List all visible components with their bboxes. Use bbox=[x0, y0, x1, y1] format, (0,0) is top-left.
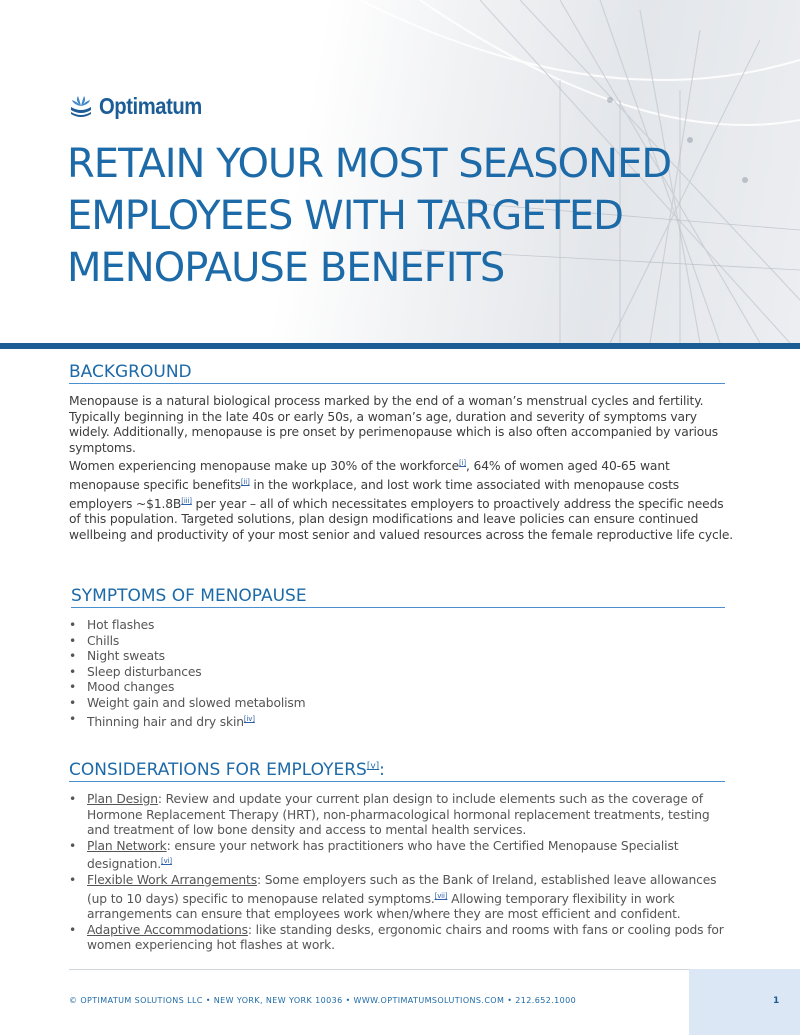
consideration-term: Adaptive Accommodations bbox=[87, 922, 248, 937]
bullet-icon: • bbox=[69, 680, 77, 695]
footnote-link[interactable]: [vi] bbox=[161, 857, 172, 866]
bullet-icon: • bbox=[69, 711, 77, 726]
footnote-link[interactable]: [ii] bbox=[240, 477, 250, 486]
list-item bbox=[69, 618, 729, 634]
list-item-text: Night sweats bbox=[87, 649, 165, 664]
page-number: 1 bbox=[773, 996, 780, 1006]
list-item bbox=[69, 792, 729, 839]
list-item bbox=[69, 873, 729, 923]
consideration-text: : Review and update your current plan design to include elements such as the coverage of Hormone Replacement Therapy (HRT), non-pharmacological hormonal replacement treatments, testing and treatment of low bone density and access to mental health services. bbox=[87, 792, 710, 838]
title-line: EMPLOYEES WITH TARGETED bbox=[67, 193, 623, 239]
section-heading-background: BACKGROUND bbox=[69, 362, 725, 384]
consideration-term: Flexible Work Arrangements bbox=[87, 872, 257, 887]
heading-text: : bbox=[379, 760, 385, 780]
list-item bbox=[69, 649, 729, 665]
list-item-text: Thinning hair and dry skin bbox=[87, 714, 244, 729]
footer-contact: © OPTIMATUM SOLUTIONS LLC • NEW YORK, NEW YORK 10036 • WWW.OPTIMATUMSOLUTIONS.COM • 212.652.1000 bbox=[69, 996, 577, 1005]
footer-divider bbox=[69, 969, 689, 970]
bullet-icon: • bbox=[69, 633, 77, 648]
consideration-text: : like standing desks, ergonomic chairs and rooms with fans or cooling pods for women experiencing hot flashes at work. bbox=[87, 922, 724, 953]
footnote-link[interactable]: [v] bbox=[366, 761, 380, 772]
title-line: RETAIN YOUR MOST SEASONED bbox=[67, 141, 672, 187]
header-divider bbox=[0, 343, 800, 349]
list-item bbox=[69, 665, 729, 681]
background-text bbox=[69, 394, 734, 543]
text-run: , 64% of women aged 40-65 want menopause specific benefits bbox=[69, 459, 670, 492]
bullet-icon: • bbox=[69, 922, 77, 937]
list-item-text: Chills bbox=[87, 633, 120, 648]
footnote-link[interactable]: [i] bbox=[459, 459, 467, 468]
footer-accent-box bbox=[689, 969, 800, 1035]
considerations-list bbox=[69, 792, 729, 954]
list-item-text: Sleep disturbances bbox=[87, 664, 202, 679]
page-title bbox=[67, 138, 767, 294]
background-paragraph bbox=[69, 456, 734, 543]
bullet-icon: • bbox=[69, 838, 77, 853]
list-item bbox=[69, 634, 729, 650]
bullet-icon: • bbox=[69, 872, 77, 887]
section-heading-symptoms: SYMPTOMS OF MENOPAUSE bbox=[71, 586, 725, 608]
list-item bbox=[69, 839, 729, 873]
bullet-icon: • bbox=[69, 664, 77, 679]
list-item bbox=[69, 712, 729, 731]
list-item-text: Mood changes bbox=[87, 680, 175, 695]
footnote-link[interactable]: [iv] bbox=[243, 714, 255, 723]
list-item-text: Hot flashes bbox=[87, 618, 155, 632]
text-run: in the workplace, and lost work time associated with menopause costs employers ~$1.8B bbox=[69, 477, 680, 511]
text-run: Women experiencing menopause make up 30% of the workforce bbox=[69, 459, 460, 474]
background-paragraph: Menopause is a natural biological process marked by the end of a woman’s menstrual cycles and fertility. Typically beginning in the late 40s or early 50s, a woman’s age, duration and severity of symptoms vary widely. Additionally, menopause is pre onset by perimenopause which is also often accompanied by various symptoms. bbox=[69, 394, 719, 455]
section-heading-considerations bbox=[69, 760, 725, 782]
bullet-icon: • bbox=[69, 792, 77, 806]
heading-text: CONSIDERATIONS FOR EMPLOYERS bbox=[69, 760, 367, 780]
consideration-text: Allowing temporary flexibility in work arrangements can ensure that employees work when/where they are most efficient and confident. bbox=[87, 891, 681, 922]
list-item-text: Weight gain and slowed metabolism bbox=[87, 695, 306, 710]
footnote-link[interactable]: [iii] bbox=[181, 496, 192, 505]
text-run: per year – all of which necessitates employers to proactively address the specific needs of this population. Targeted solutions, plan design modifications and leave policies can ensure continued wellbeing and productivity of your most senior and valued resources across the female reproductive life cycle. bbox=[69, 496, 734, 542]
list-item bbox=[69, 680, 729, 696]
title-line: MENOPAUSE BENEFITS bbox=[67, 245, 505, 291]
consideration-text: : ensure your network has practitioners who have the Certified Menopause Specialist designation. bbox=[87, 838, 679, 872]
list-item bbox=[69, 923, 729, 954]
consideration-term: Plan Design bbox=[87, 792, 158, 806]
symptoms-list bbox=[69, 618, 729, 730]
list-item bbox=[69, 696, 729, 712]
bullet-icon: • bbox=[69, 695, 77, 710]
optimatum-logo-icon bbox=[69, 94, 93, 118]
bullet-icon: • bbox=[69, 618, 77, 632]
brand-name: Optimatum bbox=[99, 92, 202, 119]
footnote-link[interactable]: [vii] bbox=[434, 891, 448, 900]
consideration-term: Plan Network bbox=[87, 838, 167, 853]
consideration-text: : Some employers such as the Bank of Ireland, established leave allowances (up to 10 days) specific to menopause related symptoms. bbox=[87, 872, 717, 906]
hero-background bbox=[0, 0, 800, 343]
brand-logo bbox=[69, 92, 216, 120]
bullet-icon: • bbox=[69, 649, 77, 664]
